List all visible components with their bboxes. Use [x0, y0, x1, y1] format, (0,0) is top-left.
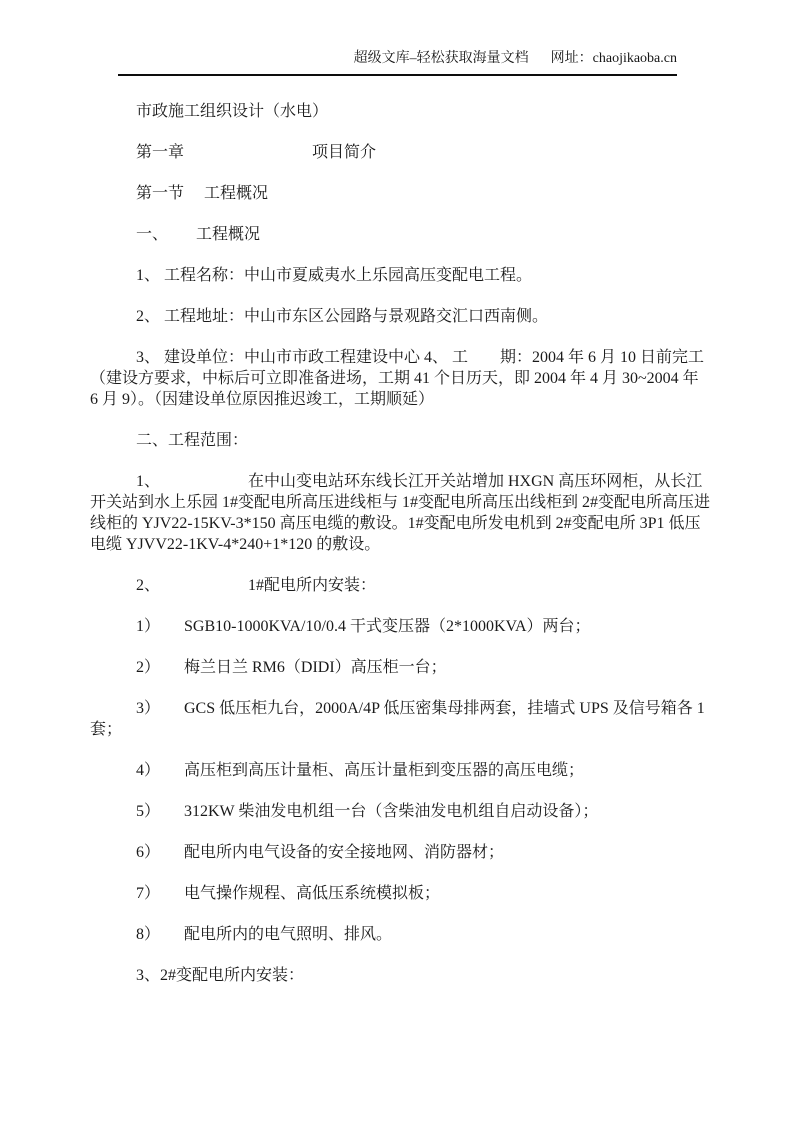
paragraph-install-item-6: 6） 配电所内电气设备的安全接地网、消防器材； [136, 844, 505, 861]
paragraph-project-name: 1、 工程名称：中山市夏威夷水上乐园高压变配电工程。 [136, 267, 533, 284]
doc-title: 市政施工组织设计（水电） [136, 103, 329, 120]
paragraph-install-item-7: 7） 电气操作规程、高低压系统模拟板； [136, 885, 441, 902]
paragraph-install-item-5: 5） 312KW 柴油发电机组一台（含柴油发电机组自启动设备）； [136, 803, 599, 820]
paragraph-scope-heading: 二、工程范围： [136, 432, 249, 449]
document-body [90, 101, 710, 1006]
paragraph-install-item-2: 2） 梅兰日兰 RM6（DIDI）高压柜一台； [136, 659, 447, 676]
paragraph-install-item-8: 8） 配电所内的电气照明、排风。 [136, 926, 393, 943]
paragraph-chapter-heading: 第一章 项目简介 [136, 144, 377, 161]
page-header [118, 49, 677, 76]
site-url: chaojikaoba.cn [592, 51, 677, 66]
paragraph-install-item-3: 3） GCS 低压柜九台，2000A/4P 低压密集母排两套，挂墙式 UPS 及信号箱各 1套； [90, 700, 705, 738]
watermark-text: 超级文库–轻松获取海量文档 [353, 51, 529, 66]
paragraph-station2-heading: 3、2#变配电所内安装： [136, 967, 305, 984]
paragraph-scope-item-2: 2、 1#配电所内安装： [136, 577, 377, 594]
paragraph-subsection-heading: 一、 工程概况 [136, 226, 261, 243]
site-label: 网址： [550, 51, 593, 66]
paragraph-scope-item-1: 1、 在中山变电站环东线长江开关站增加 HXGN 高压环网柜，从长江开关站到水上乐园 1#变配电所高压进线柜与 1#变配电所高压出线柜到 2#变配电所高压进线柜的 YJV22-15KV-3*150 高压电缆的敷设。1#变配电所发电机到 2#变配电所 3P1 低压电缆 YJVV22-1KV-4*240+1*120 的敷设。 [90, 473, 711, 553]
paragraph-project-address: 2、 工程地址：中山市东区公园路与景观路交汇口西南侧。 [136, 308, 549, 325]
paragraph-install-item-1: 1） SGB10-1000KVA/10/0.4 干式变压器（2*1000KVA）两台； [136, 618, 591, 635]
paragraph-section-heading: 第一节 工程概况 [136, 185, 269, 202]
paragraph-install-item-4: 4） 高压柜到高压计量柜、高压计量柜到变压器的高压电缆； [136, 762, 585, 779]
paragraph-construction-unit: 3、 建设单位：中山市市政工程建设中心 4、 工 期：2004 年 6 月 10 日前完工（建设方要求，中标后可立即准备进场，工期 41 个日历天，即 2004 年 4 月 30~2004 年 6 月 9）。（因建设单位原因推迟竣工，工期顺延） [90, 349, 705, 408]
